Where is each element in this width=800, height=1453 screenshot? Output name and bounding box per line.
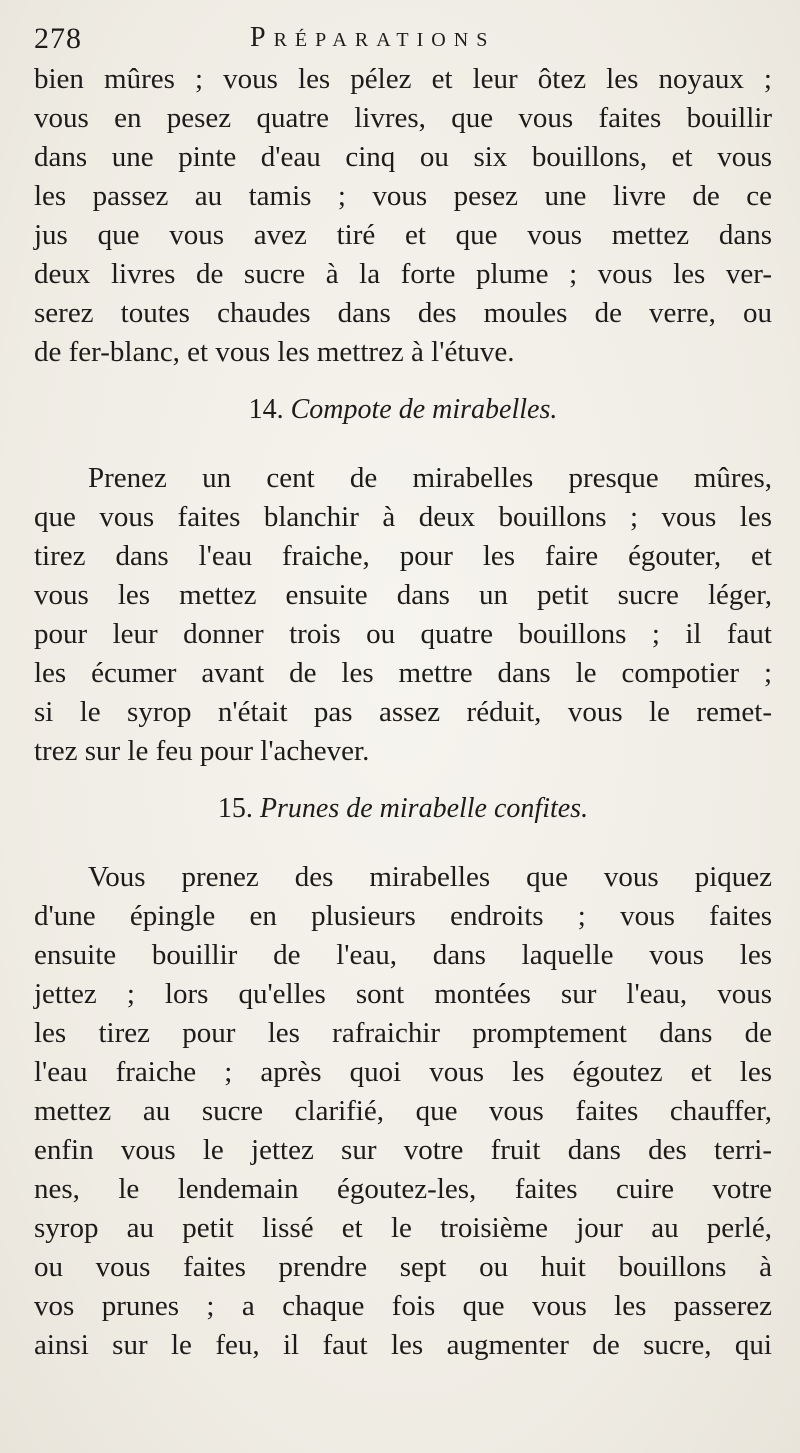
text-line: ainsi sur le feu, il faut les augmenter de sucre, qui: [34, 1329, 772, 1361]
text-line: si le syrop n'était pas assez réduit, vous le remet-: [34, 696, 772, 728]
text-line: ensuite bouillir de l'eau, dans laquelle vous les: [34, 939, 772, 971]
text-line: les écumer avant de les mettre dans le compotier ;: [34, 657, 772, 689]
section-15-paragraph: [34, 858, 772, 1365]
text-line: bien mûres ; vous les pélez et leur ôtez les noyaux ;: [34, 63, 772, 95]
text-line: jus que vous avez tiré et que vous mettez dans: [34, 219, 772, 251]
text-line: de fer-blanc, et vous les mettrez à l'étuve.: [34, 336, 515, 368]
section-14-paragraph: [34, 459, 772, 771]
text-line: vous en pesez quatre livres, que vous faites bouillir: [34, 102, 772, 134]
section-heading-15: [34, 789, 772, 828]
text-line: Vous prenez des mirabelles que vous piquez: [88, 861, 772, 893]
text-line: trez sur le feu pour l'achever.: [34, 735, 370, 767]
section-title: Prunes de mirabelle confites.: [259, 793, 589, 824]
text-line: syrop au petit lissé et le troisième jour au perlé,: [34, 1212, 772, 1244]
text-line: enfin vous le jettez sur votre fruit dans des terri-: [34, 1134, 772, 1166]
text-line: d'une épingle en plusieurs endroits ; vous faites: [34, 900, 772, 932]
text-line: mettez au sucre clarifié, que vous faites chauffer,: [34, 1095, 772, 1127]
text-line: nes, le lendemain égoutez-les, faites cuire votre: [34, 1173, 772, 1205]
text-line: tirez dans l'eau fraiche, pour les faire égouter, et: [34, 540, 772, 572]
text-line: l'eau fraiche ; après quoi vous les égoutez et les: [34, 1056, 772, 1088]
text-line: serez toutes chaudes dans des moules de verre, ou: [34, 297, 772, 329]
body-text: [34, 60, 772, 1365]
text-line: les passez au tamis ; vous pesez une livre de ce: [34, 180, 772, 212]
section-heading-14: [34, 390, 772, 429]
text-line: les tirez pour les rafraichir promptement dans de: [34, 1017, 772, 1049]
text-line: deux livres de sucre à la forte plume ; vous les ver-: [34, 258, 772, 290]
section-title: Compote de mirabelles.: [290, 394, 558, 425]
text-line: vos prunes ; a chaque fois que vous les passerez: [34, 1290, 772, 1322]
text-line: vous les mettez ensuite dans un petit sucre léger,: [34, 579, 772, 611]
text-line: que vous faites blanchir à deux bouillons ; vous les: [34, 501, 772, 533]
text-line: Prenez un cent de mirabelles presque mûres,: [88, 462, 772, 494]
text-line: dans une pinte d'eau cinq ou six bouillons, et vous: [34, 141, 772, 173]
text-line: jettez ; lors qu'elles sont montées sur l'eau, vous: [34, 978, 772, 1010]
running-head: [34, 22, 766, 62]
paragraph-continued: [34, 60, 772, 372]
page-number: 278: [34, 22, 82, 55]
running-title: Préparations: [250, 22, 496, 53]
text-line: ou vous faites prendre sept ou huit bouillons à: [34, 1251, 772, 1283]
section-number: 15.: [217, 793, 253, 824]
section-number: 14.: [248, 394, 284, 425]
text-line: pour leur donner trois ou quatre bouillons ; il faut: [34, 618, 772, 650]
